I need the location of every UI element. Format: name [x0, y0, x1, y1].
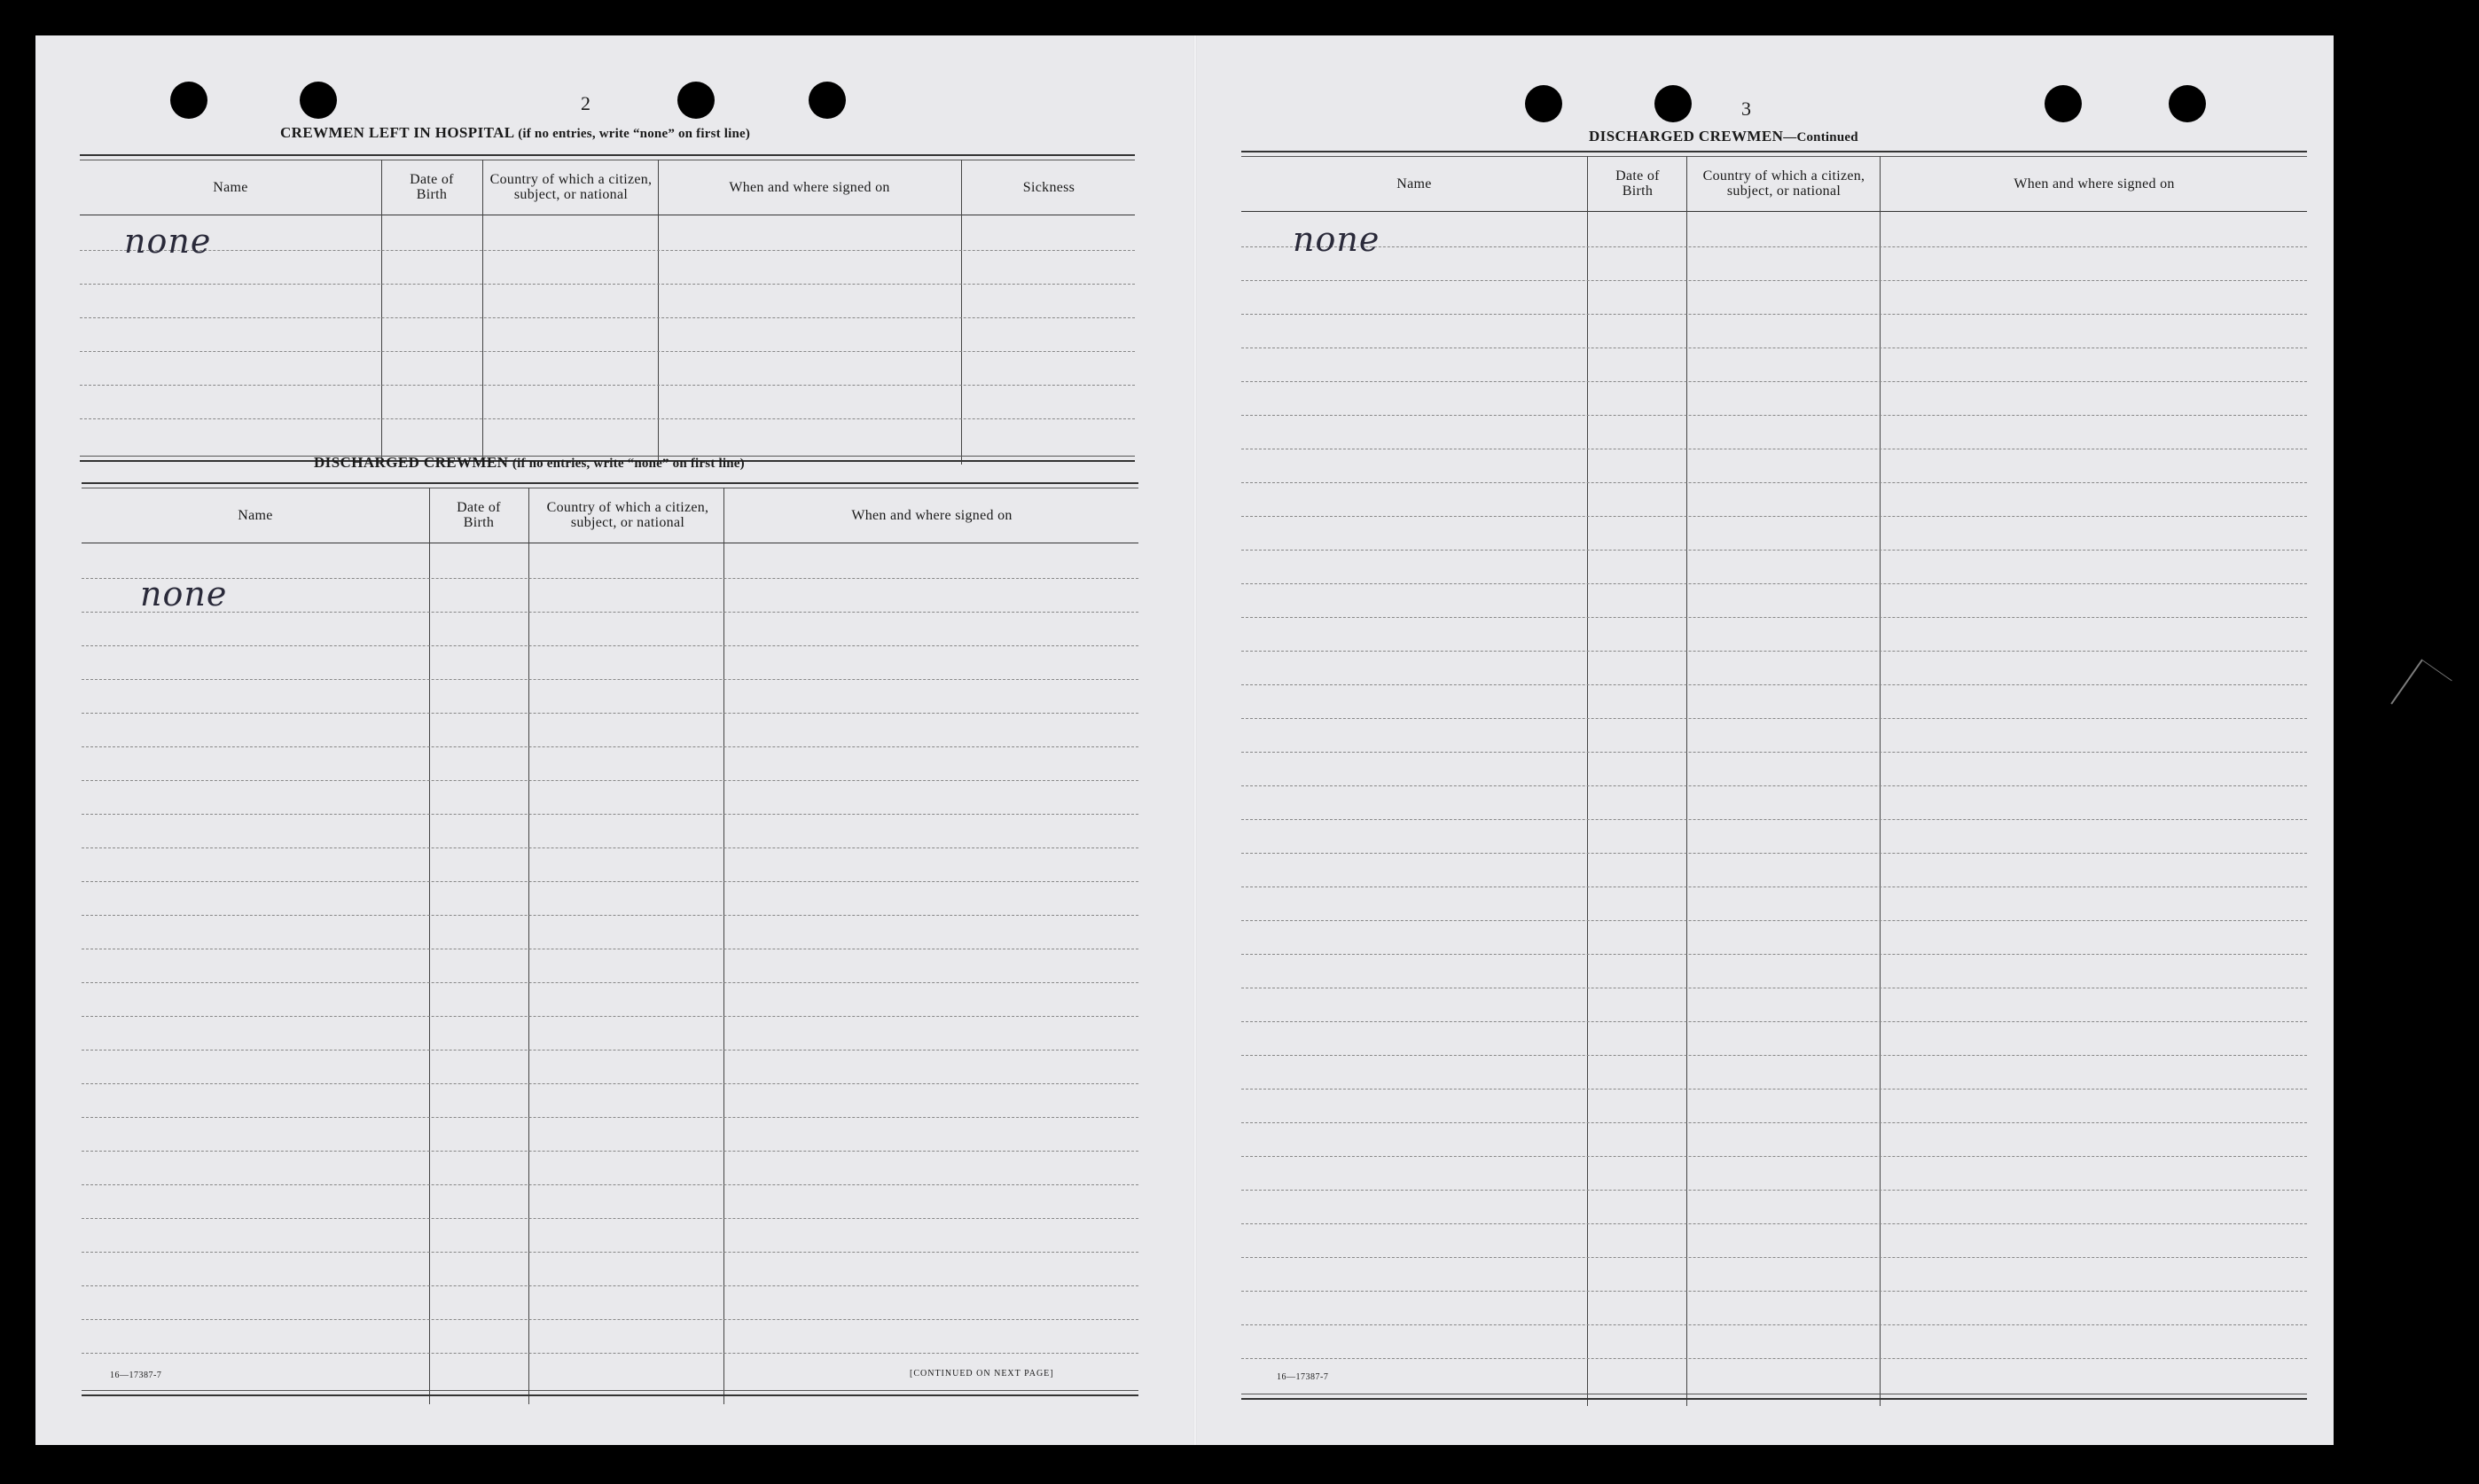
table-row — [1241, 1358, 2307, 1359]
page-number: 2 — [581, 92, 590, 114]
page-crease — [1193, 35, 1197, 1445]
section-title-hospital — [280, 124, 750, 142]
table-row — [1241, 280, 2307, 281]
table-row — [1241, 853, 2307, 854]
column-header-country: Country of which a citizen, subject, or national — [1702, 168, 1865, 199]
punch-hole — [2045, 85, 2082, 122]
table-row — [82, 1285, 1138, 1286]
table-bottom-rule — [82, 1390, 1138, 1396]
punch-hole — [1525, 85, 1562, 122]
table-row — [82, 1016, 1138, 1017]
table-row — [1241, 1156, 2307, 1157]
table-row — [82, 1151, 1138, 1152]
ledger-sheet — [35, 35, 2334, 1445]
table-row — [82, 746, 1138, 747]
section-title-discharged — [314, 454, 745, 472]
section-title-discharged-continued — [1589, 128, 1858, 145]
table-row — [1241, 1291, 2307, 1292]
form-code: 16—17387-7 — [1277, 1372, 1329, 1382]
table-row — [82, 1050, 1138, 1051]
punch-hole — [2169, 85, 2206, 122]
table-row — [1241, 415, 2307, 416]
scan-artifact — [2390, 659, 2452, 724]
handwritten-entry: none — [124, 222, 212, 261]
column-header-signed-on: When and where signed on — [2014, 176, 2175, 191]
column-divider — [1587, 156, 1588, 1406]
table-row — [1241, 1257, 2307, 1258]
column-header-name: Name — [213, 179, 248, 195]
table-row — [82, 679, 1138, 680]
table-row — [1241, 246, 2307, 247]
table-row — [1241, 381, 2307, 382]
table-row — [1241, 651, 2307, 652]
section-instruction: (if no entries, write “none” on first line) — [518, 127, 751, 141]
table-row — [1241, 1223, 2307, 1224]
table-row — [1241, 482, 2307, 483]
table-row — [80, 385, 1135, 386]
table-row — [80, 418, 1135, 419]
table-row — [82, 1319, 1138, 1320]
table-row — [82, 915, 1138, 916]
table-row — [82, 1252, 1138, 1253]
table-row — [82, 1117, 1138, 1118]
table-row — [1241, 314, 2307, 315]
column-header-date-of-birth: Date of Birth — [410, 172, 454, 202]
column-header-country: Country of which a citizen, subject, or national — [546, 500, 709, 530]
table-row — [1241, 819, 2307, 820]
table-row — [82, 713, 1138, 714]
table-row — [82, 612, 1138, 613]
table-row — [1241, 785, 2307, 786]
table-row — [1241, 718, 2307, 719]
table-row — [80, 317, 1135, 318]
continued-note: [CONTINUED ON NEXT PAGE] — [910, 1369, 1054, 1379]
discharged-continued-table — [1241, 151, 2307, 1406]
table-row — [80, 284, 1135, 285]
table-row — [82, 1083, 1138, 1084]
discharged-table — [82, 482, 1138, 1404]
table-row — [1241, 752, 2307, 753]
table-row — [1241, 1324, 2307, 1325]
column-divider — [1880, 156, 1881, 1406]
punch-hole — [170, 82, 207, 119]
section-title-suffix: —Continued — [1783, 130, 1858, 144]
page-number: 3 — [1741, 98, 1751, 120]
table-row — [82, 780, 1138, 781]
table-row — [1241, 1122, 2307, 1123]
table-row — [1241, 1089, 2307, 1090]
section-title-text: DISCHARGED CREWMEN — [1589, 128, 1784, 144]
table-row — [1241, 886, 2307, 887]
table-row — [82, 1353, 1138, 1354]
table-row — [1241, 583, 2307, 584]
table-row — [82, 847, 1138, 848]
section-title-text: DISCHARGED CREWMEN — [314, 454, 509, 471]
hospital-table — [80, 154, 1135, 465]
table-row — [1241, 920, 2307, 921]
column-divider — [429, 488, 430, 1404]
table-row — [1241, 684, 2307, 685]
form-code: 16—17387-7 — [110, 1371, 162, 1380]
punch-hole — [1654, 85, 1692, 122]
column-header-date-of-birth: Date of Birth — [1615, 168, 1660, 199]
table-row — [82, 1184, 1138, 1185]
table-row — [1241, 1021, 2307, 1022]
table-row — [1241, 954, 2307, 955]
table-row — [82, 982, 1138, 983]
section-instruction: (if no entries, write “none” on first line) — [512, 457, 745, 471]
column-header-sickness: Sickness — [1022, 179, 1075, 195]
handwritten-entry: none — [140, 574, 228, 613]
table-row — [1241, 550, 2307, 551]
handwritten-entry: none — [1293, 220, 1380, 259]
table-row — [80, 250, 1135, 251]
column-header-signed-on: When and where signed on — [729, 179, 890, 195]
punch-hole — [809, 82, 846, 119]
column-header-signed-on: When and where signed on — [851, 507, 1013, 523]
table-row — [82, 881, 1138, 882]
table-row — [82, 578, 1138, 579]
column-header-name: Name — [238, 507, 273, 523]
column-header-country: Country of which a citizen, subject, or national — [489, 172, 653, 202]
table-row — [1241, 516, 2307, 517]
column-header-name: Name — [1396, 176, 1432, 191]
table-row — [82, 814, 1138, 815]
table-row — [82, 645, 1138, 646]
punch-hole — [300, 82, 337, 119]
column-divider — [1686, 156, 1687, 1406]
table-bottom-rule — [1241, 1394, 2307, 1400]
column-divider — [723, 488, 724, 1404]
table-row — [82, 1218, 1138, 1219]
table-row — [1241, 1190, 2307, 1191]
table-row — [1241, 1055, 2307, 1056]
table-row — [80, 351, 1135, 352]
section-title-text: CREWMEN LEFT IN HOSPITAL — [280, 124, 514, 141]
column-divider — [528, 488, 529, 1404]
table-row — [1241, 617, 2307, 618]
punch-hole — [677, 82, 715, 119]
column-header-date-of-birth: Date of Birth — [457, 500, 501, 530]
